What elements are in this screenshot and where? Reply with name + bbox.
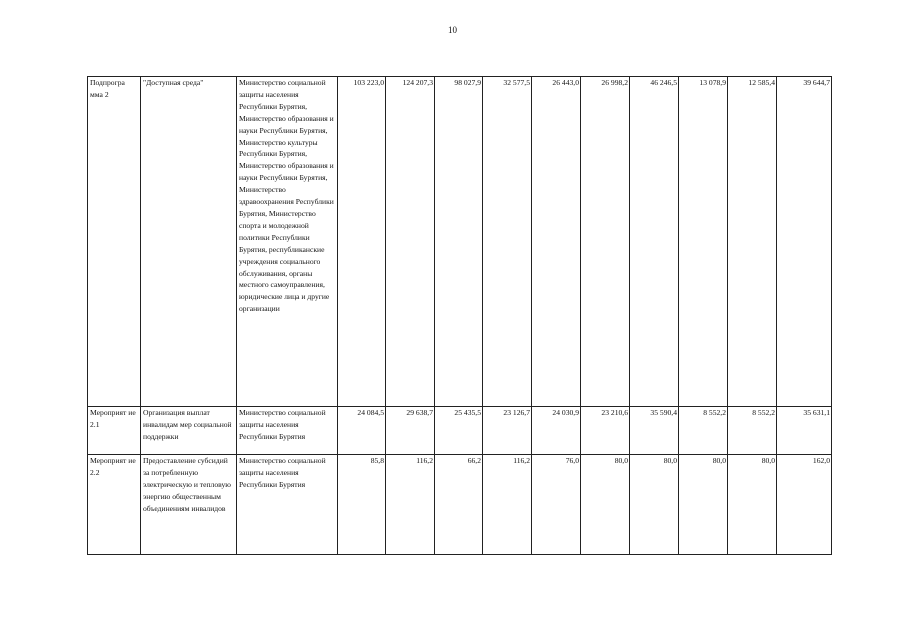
value-cell: 29 638,7 [386, 407, 435, 455]
value-cell: 103 223,0 [338, 77, 386, 407]
value-cell: 26 443,0 [532, 77, 581, 407]
value-cell: 80,0 [679, 455, 728, 555]
value-cell: 124 207,3 [386, 77, 435, 407]
value-cell: 24 084,5 [338, 407, 386, 455]
table-row [88, 455, 832, 555]
row-status: Мероприят ие 2.1 [88, 407, 141, 455]
value-cell: 35 590,4 [630, 407, 679, 455]
value-cell: 26 998,2 [581, 77, 630, 407]
value-cell: 32 577,5 [483, 77, 532, 407]
value-cell: 116,2 [386, 455, 435, 555]
value-cell: 80,0 [728, 455, 777, 555]
page-number: 10 [448, 25, 457, 35]
value-cell: 8 552,2 [679, 407, 728, 455]
value-cell: 80,0 [630, 455, 679, 555]
value-cell: 80,0 [581, 455, 630, 555]
row-status: Подпрогра мма 2 [88, 77, 141, 407]
value-cell: 13 078,9 [679, 77, 728, 407]
value-cell: 23 126,7 [483, 407, 532, 455]
value-cell: 98 027,9 [435, 77, 483, 407]
row-executor: Министерство социальной защиты населения Республики Бурятия, Министерство образования и науки Республики Бурятия, Министерство культуры Республики Бурятия, Министерство образования и науки Республики Бурятия, Министерство здравоохранения Республики Бурятия, Министерство спорта и молодежной политики Республики Бурятия, республиканские учреждения социального обслуживания, органы местного самоуправления, юридические лица и другие организации [237, 77, 338, 407]
value-cell: 12 585,4 [728, 77, 777, 407]
row-executor: Министерство социальной защиты населения Республики Бурятия [237, 407, 338, 455]
value-cell: 85,8 [338, 455, 386, 555]
value-cell: 24 030,9 [532, 407, 581, 455]
row-executor: Министерство социальной защиты населения Республики Бурятия [237, 455, 338, 555]
row-status: Мероприят ие 2.2 [88, 455, 141, 555]
value-cell: 39 644,7 [777, 77, 832, 407]
table-row [88, 407, 832, 455]
value-cell: 76,0 [532, 455, 581, 555]
value-cell: 35 631,1 [777, 407, 832, 455]
row-name: Организация выплат инвалидам мер социальной поддержки [141, 407, 237, 455]
row-name: "Доступная среда" [141, 77, 237, 407]
value-cell: 8 552,2 [728, 407, 777, 455]
budget-table [87, 76, 832, 555]
value-cell: 116,2 [483, 455, 532, 555]
value-cell: 23 210,6 [581, 407, 630, 455]
table-row [88, 77, 832, 407]
value-cell: 162,0 [777, 455, 832, 555]
value-cell: 46 246,5 [630, 77, 679, 407]
row-name: Предоставление субсидий за потребленную электрическую и тепловую энергию общественным объединениям инвалидов [141, 455, 237, 555]
value-cell: 25 435,5 [435, 407, 483, 455]
value-cell: 66,2 [435, 455, 483, 555]
